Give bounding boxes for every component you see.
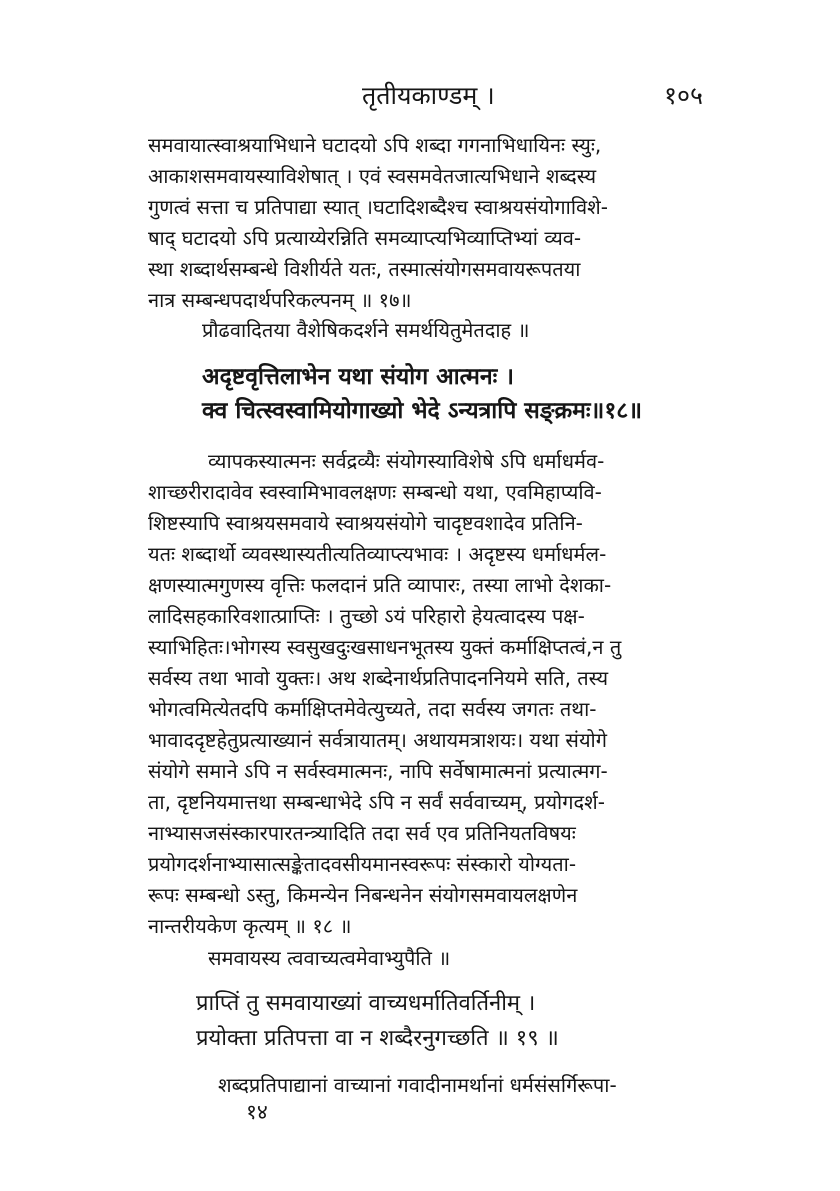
verse-introduction: प्रौढवादितया वैशेषिकदर्शने समर्थयितुमेतदाह ॥ (202, 318, 530, 342)
text-line: यतः शब्दार्थो व्यवस्थास्यतीत्यतिव्याप्त्यभावः । अदृष्टस्य धर्माधर्मल- (148, 542, 607, 566)
text-line: भावाददृष्टहेतुप्रत्याख्यानं सर्वत्रायातम्। अथायमत्राशयः। यथा संयोगे (148, 728, 607, 752)
text-line: सर्वस्य तथा भावो युक्तः। अथ शब्देनार्थप्रतिपादननियमे सति, तस्य (148, 666, 609, 690)
text-line: स्याभिहितः।भोगस्य स्वसुखदुःखसाधनभूतस्य युक्तं कर्माक्षिप्तत्वं,न तु (148, 635, 622, 659)
verse-line: क्व चित्स्वस्वामियोगाख्यो भेदे ऽन्यत्रापि सङ्क्रमः॥१८॥ (202, 398, 643, 424)
verse-line: प्राप्तिं तु समवायाख्यां वाच्यधर्मातिवर्तिनीम् । (196, 991, 536, 1016)
text-line: रूपः सम्बन्धो ऽस्तु, किमन्येन निबन्धनेन संयोगसमवायलक्षणेन (148, 883, 578, 907)
text-line: संयोगे समाने ऽपि न सर्वस्वमात्मनः, नापि सर्वेषामात्मनां प्रत्यात्मग- (148, 759, 608, 783)
text-line: आकाशसमवायस्याविशेषात् । एवं स्वसमवेतजात्यभिधाने शब्दस्य (148, 164, 597, 188)
text-line: ता, दृष्टनियमात्तथा सम्बन्धाभेदे ऽपि न सर्वं सर्ववाच्यम्, प्रयोगदर्श- (148, 790, 605, 814)
text-line: क्षणस्यात्मगुणस्य वृत्तिः फलदानं प्रति व्यापारः, तस्या लाभो देशका- (148, 573, 612, 597)
verse-line: प्रयोक्ता प्रतिपत्ता वा न शब्दैरनुगच्छति ॥ १९ ॥ (196, 1026, 559, 1051)
text-line: गुणत्वं सत्ता च प्रतिपाद्या स्यात् ।घटादिशब्दैश्च स्वाश्रयसंयोगाविशे- (148, 195, 608, 219)
page-number: १०५ (664, 81, 704, 110)
text-line: नात्र सम्बन्धपदार्थपरिकल्पनम् ॥ १७॥ (148, 288, 412, 312)
text-line: नाभ्यासजसंस्कारपारतन्त्र्यादिति तदा सर्व एव प्रतिनियतविषयः (148, 821, 576, 845)
running-header-title: तृतीयकाण्डम् । (362, 81, 495, 110)
text-line: स्था शब्दार्थसम्बन्धे विशीर्यते यतः, तस्मात्संयोगसमवायरूपतया (148, 257, 581, 281)
signature-mark: १४ (246, 1100, 268, 1124)
text-line: शाच्छरीरादावेव स्वस्वामिभावलक्षणः सम्बन्धो यथा, एवमिहाप्यवि- (148, 480, 602, 504)
verse-introduction: समवायस्य त्ववाच्यत्वमेवाभ्युपैति ॥ (208, 946, 451, 970)
text-line: षाद् घटादयो ऽपि प्रत्याय्येरन्निति समव्याप्त्यभिव्याप्तिभ्यां व्यव- (148, 226, 582, 250)
text-line: नान्तरीयकेण कृत्यम् ॥ १८ ॥ (148, 914, 352, 938)
verse-line: अदृष्टवृत्तिलाभेन यथा संयोग आत्मनः । (202, 364, 515, 390)
text-line: भोगत्वमित्येतदपि कर्माक्षिप्तमेवेत्युच्यते, तदा सर्वस्य जगतः तथा- (148, 697, 597, 721)
text-line: लादिसहकारिवशात्प्राप्तिः । तुच्छो ऽयं परिहारो हेयत्वादस्य पक्ष- (148, 604, 585, 628)
text-line: समवायात्स्वाश्रयाभिधाने घटादयो ऽपि शब्दा गगनाभिधायिनः स्युः, (148, 133, 602, 157)
text-line: शब्दप्रतिपाद्यानां वाच्यानां गवादीनामर्थानां धर्मसंसर्गिरूपा- (218, 1073, 617, 1097)
text-line: शिष्टस्यापि स्वाश्रयसमवाये स्वाश्रयसंयोगे चादृष्टवशादेव प्रतिनि- (148, 511, 583, 535)
text-line: प्रयोगदर्शनाभ्यासात्सङ्केतादवसीयमानस्वरूपः संस्कारो योग्यता- (148, 852, 577, 876)
text-line: व्यापकस्यात्मनः सर्वद्रव्यैः संयोगस्याविशेषे ऽपि धर्माधर्मव- (208, 449, 605, 473)
